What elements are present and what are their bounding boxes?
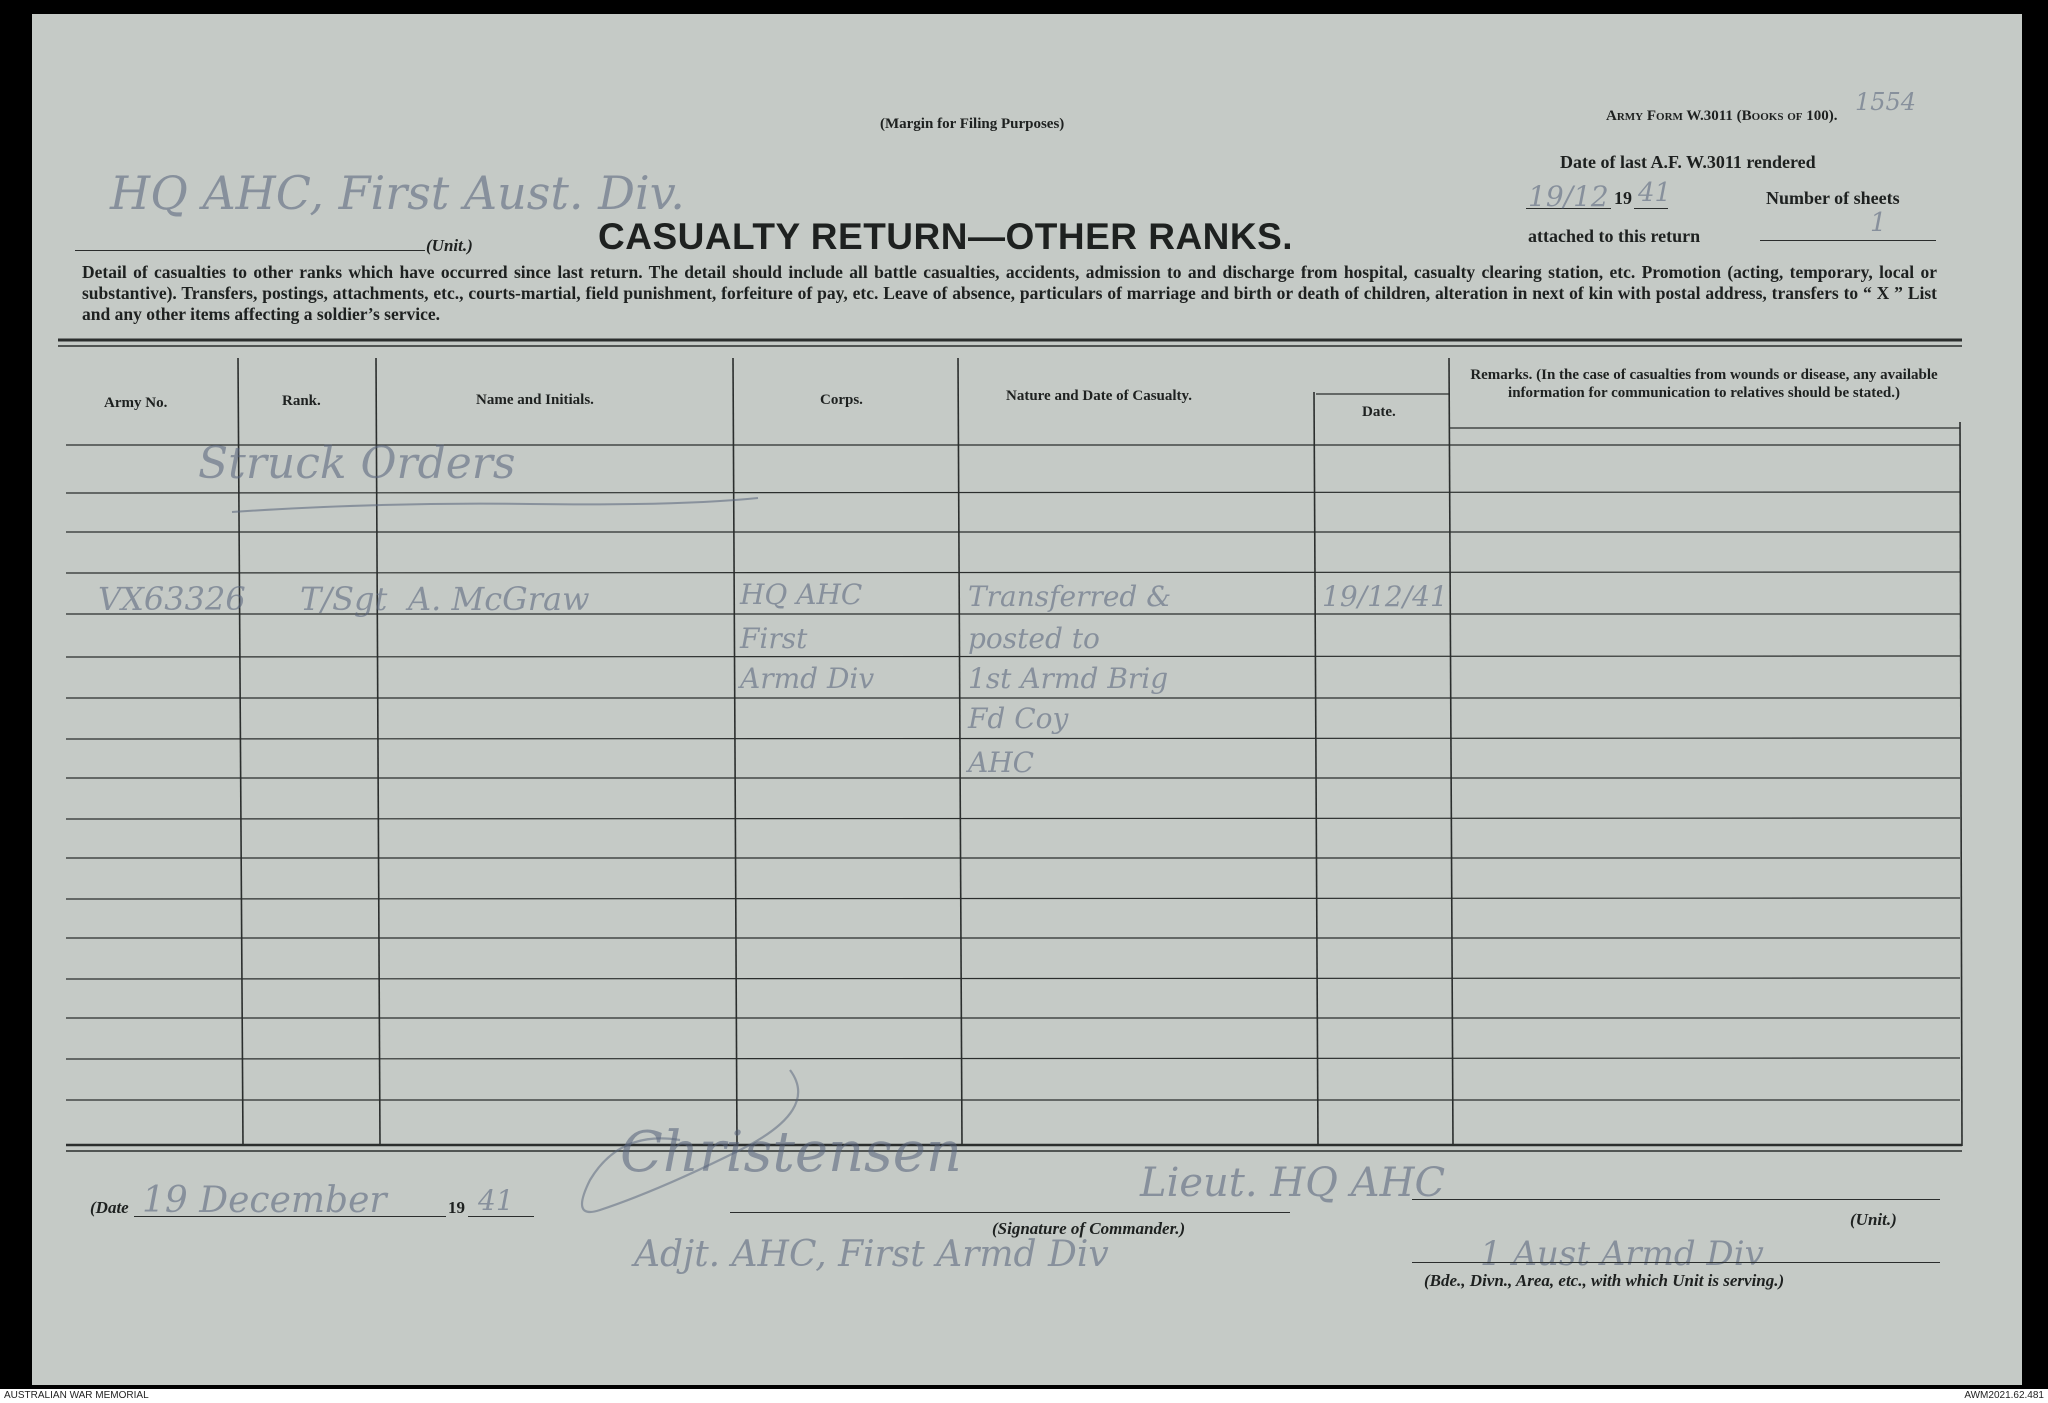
header-army-no: Army No. <box>104 395 168 411</box>
entry-corps-1: HQ AHC <box>740 578 863 611</box>
year-value: 41 <box>1638 178 1672 208</box>
header-nature: Nature and Date of Casualty. <box>1006 388 1192 404</box>
entry-army-no: VX63326 <box>98 580 246 618</box>
header-rank: Rank. <box>282 393 321 409</box>
date-last-value: 19/12 <box>1528 180 1609 213</box>
detail-paragraph: Detail of casualties to other ranks which have occurred since last return. The detail should include all battle casualties, accidents, admission to and discharge from hospital, casualty clearing station, etc. Promotion (acting, temporary, local or substantive). Transfers, postings, attachments, etc., courts-martial, field punishment, forfeiture of pay, etc. Leave of absence, particulars of marriage and birth or death of children, alteration in next of kin with postal address, transfers to “ X ” List and any other items affecting a soldier’s service. <box>82 262 1937 324</box>
entry-date: 19/12/41 <box>1322 580 1448 613</box>
entry-name: A. McGraw <box>408 580 590 618</box>
entry-corps-2: First <box>740 622 808 655</box>
footer-year-prefix: 19 <box>448 1198 465 1217</box>
table-row-line <box>66 1058 1960 1059</box>
footer-date-value: 19 December <box>142 1180 387 1221</box>
entry-nature-5: AHC <box>968 746 1035 779</box>
entry-nature-2: posted to <box>968 622 1100 655</box>
signature-flourish <box>560 1060 820 1230</box>
table-row-line <box>66 738 1960 739</box>
commander-subtitle: Adjt. AHC, First Armd Div <box>634 1234 1109 1275</box>
table-row-line <box>66 818 1960 819</box>
signature-label: (Signature of Commander.) <box>992 1219 1186 1238</box>
table-row-line <box>66 572 1960 573</box>
page-title: CASUALTY RETURN—OTHER RANKS. <box>598 216 1294 257</box>
credit-right: AWM2021.62.481 <box>1964 1390 2044 1401</box>
header-date: Date. <box>1362 404 1396 420</box>
footer-unit-label: (Unit.) <box>1850 1210 1897 1229</box>
army-form-number: Army Form W.3011 (Books of 100). <box>1606 108 1838 124</box>
footer-year-value: 41 <box>478 1184 514 1217</box>
underline-stroke <box>230 490 760 520</box>
entry-nature-3: 1st Armd Brig <box>968 662 1169 695</box>
commander-signature: Christensen <box>620 1120 962 1185</box>
section-heading: Struck Orders <box>198 438 516 489</box>
credit-left: AUSTRALIAN WAR MEMORIAL <box>4 1390 149 1401</box>
attached-label: attached to this return <box>1528 226 1701 246</box>
sheets-label: Number of sheets <box>1766 188 1900 208</box>
footer-date-label: (Date <box>90 1198 129 1217</box>
table-row-line <box>66 656 1960 657</box>
credit-bar <box>0 1389 2048 1403</box>
commander-title: Lieut. HQ AHC <box>1140 1160 1446 1206</box>
date-last-label: Date of last A.F. W.3011 rendered <box>1560 152 1816 172</box>
sheets-value: 1 <box>1870 208 1887 238</box>
table-row-line <box>66 978 1960 979</box>
entry-rank: T/Sgt <box>300 580 388 618</box>
bde-label: (Bde., Divn., Area, etc., with which Unit is serving.) <box>1424 1271 1785 1290</box>
footer-unit-value: 1 Aust Armd Div <box>1480 1234 1764 1274</box>
corner-note: 1554 <box>1855 88 1917 116</box>
table-row-line <box>66 898 1960 899</box>
unit-handwritten: HQ AHC, First Aust. Div. <box>110 166 685 220</box>
header-remarks: Remarks. (In the case of casualties from wounds or disease, any available information for communication to relatives should be stated.) <box>1470 367 1938 401</box>
entry-nature-1: Transferred & <box>968 580 1172 613</box>
margin-note: (Margin for Filing Purposes) <box>880 116 1065 132</box>
unit-label: (Unit.) <box>426 236 473 255</box>
header-corps: Corps. <box>820 392 863 408</box>
year-prefix: 19 <box>1614 188 1632 208</box>
entry-corps-3: Armd Div <box>740 662 875 695</box>
entry-nature-4: Fd Coy <box>968 702 1069 735</box>
header-name: Name and Initials. <box>476 392 594 408</box>
